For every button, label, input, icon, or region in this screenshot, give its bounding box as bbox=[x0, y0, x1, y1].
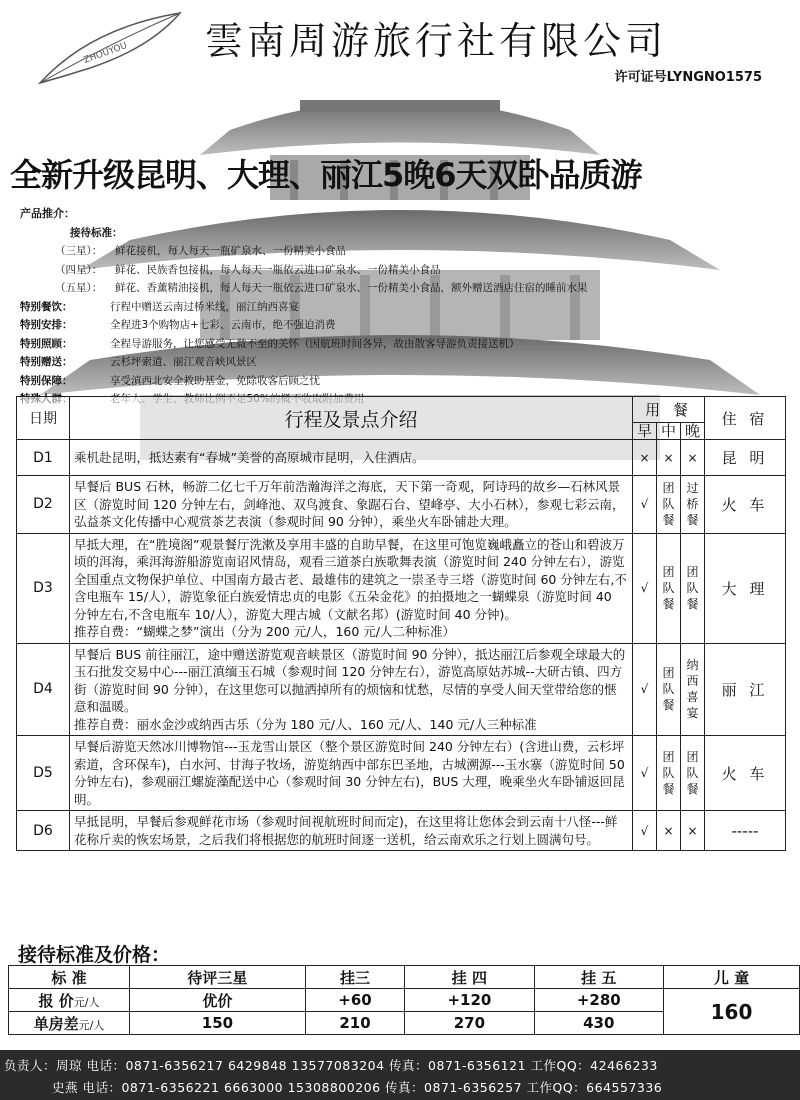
special-text: 行程中赠送云南过桥米线，丽江纳西喜宴 bbox=[110, 300, 299, 313]
tier-text: 鲜花、香薰精油接机，每人每天一瓶依云进口矿泉水、一份精美小食品，额外赠送酒店住宿的睡前水果 bbox=[115, 282, 588, 294]
dinner-cell: 团队餐 bbox=[681, 533, 705, 643]
feather-logo-icon bbox=[30, 8, 190, 88]
product-intro bbox=[20, 205, 780, 409]
dinner-cell: × bbox=[681, 440, 705, 476]
desc-text: 早抵大理，在“胜境阁”观景餐厅洗漱及享用丰盛的自助早餐，在这里可饱览巍峨矗立的苍山和碧波万顷的洱海，乘洱海游船游览南诏风情岛，观看三道茶白族歌舞表演（游览时间 240 分钟左右），游览全国重点文物保护单位、中国南方最古老、最雄伟的建筑之一崇圣寺三塔（游览时间 60 分钟左右,不含电瓶车 15/人），游览象征白族爱情忠贞的电影《五朵金花》的拍摄地之一蝴蝶泉（游览时间 40 分钟左右,不含电瓶车 10/人），游览大理古城（文献名邦）(游览时间 40 分钟)。 bbox=[74, 536, 627, 622]
price-header: 儿 童 bbox=[664, 966, 800, 989]
tier-row bbox=[20, 261, 780, 280]
breakfast-cell: √ bbox=[633, 811, 657, 851]
row-label bbox=[9, 989, 130, 1012]
price-cell: +280 bbox=[534, 989, 663, 1012]
header-lunch: 中 bbox=[657, 423, 681, 440]
price-label: 报 价 bbox=[38, 991, 74, 1010]
header-dinner: 晚 bbox=[681, 423, 705, 440]
lunch-cell: × bbox=[657, 811, 681, 851]
price-cell: 150 bbox=[130, 1012, 306, 1035]
tier-text: 鲜花接机，每人每天一瓶矿泉水、一份精美小食品 bbox=[115, 245, 346, 257]
table-row bbox=[17, 643, 786, 736]
day-cell: D6 bbox=[17, 811, 70, 851]
page-title: 全新升级昆明、大理、丽江5晚6天双卧品质游 bbox=[10, 156, 642, 194]
breakfast-cell: √ bbox=[633, 736, 657, 811]
row-label bbox=[9, 1012, 130, 1035]
tier-label: （五星）： bbox=[55, 282, 103, 294]
price-cell: 优价 bbox=[130, 989, 306, 1012]
breakfast-cell: × bbox=[633, 440, 657, 476]
special-row bbox=[20, 372, 780, 391]
child-price: 160 bbox=[664, 989, 800, 1035]
desc-cell: 早餐后游览天然冰川博物馆---玉龙雪山景区（整个景区游览时间 240 分钟左右）(含进山费，云杉坪索道，含环保车)，白水河、甘海子牧场，游览纳西中部东巴圣地，古城溯源---玉水寨（游览时间 50 分钟左右)，参观丽江螺旋藻配送中心（参观时间 30 分钟左右)，BUS 大理，晚乘坐火车卧铺返回昆明。 bbox=[70, 736, 633, 811]
price-cell: +120 bbox=[405, 989, 534, 1012]
itinerary-header-row bbox=[17, 397, 786, 423]
header-breakfast: 早 bbox=[633, 423, 657, 440]
dinner-cell: 纳西喜宴 bbox=[681, 643, 705, 736]
desc-cell bbox=[70, 533, 633, 643]
header-stay: 住 宿 bbox=[705, 397, 786, 440]
special-text: 全程导游服务，让您感受无微不至的关怀（因航班时间各异，故由散客导游负责接送机） bbox=[110, 337, 520, 350]
table-row bbox=[17, 533, 786, 643]
company-name: 雲南周游旅行社有限公司 bbox=[205, 19, 668, 63]
recommended-extra: 推荐自费：“蝴蝶之梦”演出（分为 200 元/人，160 元/人二种标准） bbox=[74, 624, 456, 639]
desc-cell: 乘机赴昆明，抵达素有“春城”美誉的高原城市昆明，入住酒店。 bbox=[70, 440, 633, 476]
special-label: 特别餐饮： bbox=[20, 300, 73, 313]
header bbox=[0, 0, 800, 92]
price-table bbox=[8, 965, 800, 1035]
intro-heading: 产品推介： bbox=[20, 207, 75, 220]
stay-cell: 火 车 bbox=[705, 736, 786, 811]
price-header: 挂 四 bbox=[405, 966, 534, 989]
special-text: 享受滇西北安全救助基金，免除收客后顾之忧 bbox=[110, 374, 320, 387]
price-header-row bbox=[9, 966, 800, 989]
price-header: 待评三星 bbox=[130, 966, 306, 989]
stay-cell: 丽 江 bbox=[705, 643, 786, 736]
desc-cell bbox=[70, 643, 633, 736]
lunch-cell: × bbox=[657, 440, 681, 476]
price-header: 挂三 bbox=[305, 966, 404, 989]
tier-label: （四星）： bbox=[55, 263, 103, 276]
desc-text: 早餐后 BUS 前往丽江，途中赠送游览观音峡景区（游览时间 90 分钟），抵达丽江后参观全球最大的玉石批发交易中心---丽江滇缅玉石城（参观时间 120 分钟左右），游览高原姑苏城--大研古镇、四方街（游览时间 90 分钟），在这里您可以抛洒掉所有的烦恼和忧愁，尽情的享受人间天堂带给您的惬意和温暖。 bbox=[74, 646, 626, 714]
desc-cell: 早餐后 BUS 石林，畅游二亿七千万年前浩瀚海洋之海底，天下第一奇观，阿诗玛的故乡—石林风景区（游览时间 120 分钟左右，剑峰池、双鸟渡食、象踞石台、望峰亭、大小石林），参观七彩云南，弘益茶文化传播中心观赏茶艺表演（参观时间 90 分钟），乘坐火车卧铺赴大理。 bbox=[70, 476, 633, 534]
header-day: 日期 bbox=[17, 397, 70, 440]
breakfast-cell: √ bbox=[633, 533, 657, 643]
special-row bbox=[20, 335, 780, 354]
tier-row bbox=[20, 242, 780, 261]
special-label: 特别保障： bbox=[20, 374, 73, 387]
price-row bbox=[9, 989, 800, 1012]
dinner-cell: 团队餐 bbox=[681, 736, 705, 811]
lunch-cell: 团队餐 bbox=[657, 736, 681, 811]
tier-row bbox=[20, 279, 780, 298]
price-unit: 元/人 bbox=[78, 1018, 105, 1032]
breakfast-cell: √ bbox=[633, 643, 657, 736]
table-row bbox=[17, 736, 786, 811]
special-label: 特别赠送： bbox=[20, 356, 73, 368]
header-meal: 用 餐 bbox=[633, 397, 705, 423]
price-cell: 430 bbox=[534, 1012, 663, 1035]
itinerary-table bbox=[16, 396, 786, 851]
recommended-extra: 推荐自费：丽水金沙或纳西古乐（分为 180 元/人、160 元/人、140 元/人三种标准 bbox=[74, 716, 537, 732]
special-text: 全程进3个购物店+七彩、云南市，绝不强迫消费 bbox=[110, 319, 336, 331]
day-cell: D1 bbox=[17, 440, 70, 476]
price-cell: 210 bbox=[305, 1012, 404, 1035]
desc-cell: 早抵昆明，早餐后参观鲜花市场（参观时间视航班时间而定)，在这里将让您体会到云南十八怪---鲜花称斤卖的恢宏场景，之后我们将根据您的航班时间逐一送机，给云南欢乐之行划上圆满句号。 bbox=[70, 811, 633, 851]
day-cell: D2 bbox=[17, 476, 70, 534]
tier-text: 鲜花、民族香包接机，每人每天一瓶依云进口矿泉水、一份精美小食品 bbox=[115, 263, 441, 276]
dinner-cell: 过桥餐 bbox=[681, 476, 705, 534]
single-room-label: 单房差 bbox=[33, 1014, 79, 1033]
price-section-title: 接待标准及价格： bbox=[18, 944, 171, 966]
stay-cell: 大 理 bbox=[705, 533, 786, 643]
contact-line-2: 史燕 电话：0871-6356221 6663000 15308800206 传真：0871-6356257 工作QQ：664557336 bbox=[52, 1080, 663, 1095]
special-text: 云杉坪索道、丽江观音峡风景区 bbox=[110, 356, 257, 368]
special-row bbox=[20, 316, 780, 335]
reception-label: 接待标准： bbox=[70, 226, 123, 239]
special-label: 特别照顾： bbox=[20, 337, 73, 350]
lunch-cell: 团队餐 bbox=[657, 643, 681, 736]
license-number: 许可证号LYNGNO1575 bbox=[614, 70, 762, 85]
special-row bbox=[20, 353, 780, 372]
lunch-cell: 团队餐 bbox=[657, 476, 681, 534]
table-row bbox=[17, 476, 786, 534]
stay-cell: 昆 明 bbox=[705, 440, 786, 476]
contact-footer bbox=[0, 1050, 800, 1100]
price-header: 标 准 bbox=[9, 966, 130, 989]
logo-text: ZHOUYOU bbox=[82, 40, 129, 66]
day-cell: D3 bbox=[17, 533, 70, 643]
stay-cell: ----- bbox=[705, 811, 786, 851]
lunch-cell: 团队餐 bbox=[657, 533, 681, 643]
price-cell: 270 bbox=[405, 1012, 534, 1035]
price-header: 挂 五 bbox=[534, 966, 663, 989]
special-label: 特别安排： bbox=[20, 319, 73, 331]
table-row bbox=[17, 811, 786, 851]
special-row bbox=[20, 298, 780, 317]
stay-cell: 火 车 bbox=[705, 476, 786, 534]
breakfast-cell: √ bbox=[633, 476, 657, 534]
contact-line-1: 负责人：周琼 电话：0871-6356217 6429848 13577083204 传真：0871-6356121 工作QQ：42466233 bbox=[4, 1058, 658, 1073]
day-cell: D5 bbox=[17, 736, 70, 811]
price-unit: 元/人 bbox=[73, 995, 100, 1009]
table-row bbox=[17, 440, 786, 476]
tier-label: （三星）： bbox=[55, 245, 103, 257]
dinner-cell: × bbox=[681, 811, 705, 851]
header-desc: 行程及景点介绍 bbox=[70, 397, 633, 440]
price-cell: +60 bbox=[305, 989, 404, 1012]
day-cell: D4 bbox=[17, 643, 70, 736]
